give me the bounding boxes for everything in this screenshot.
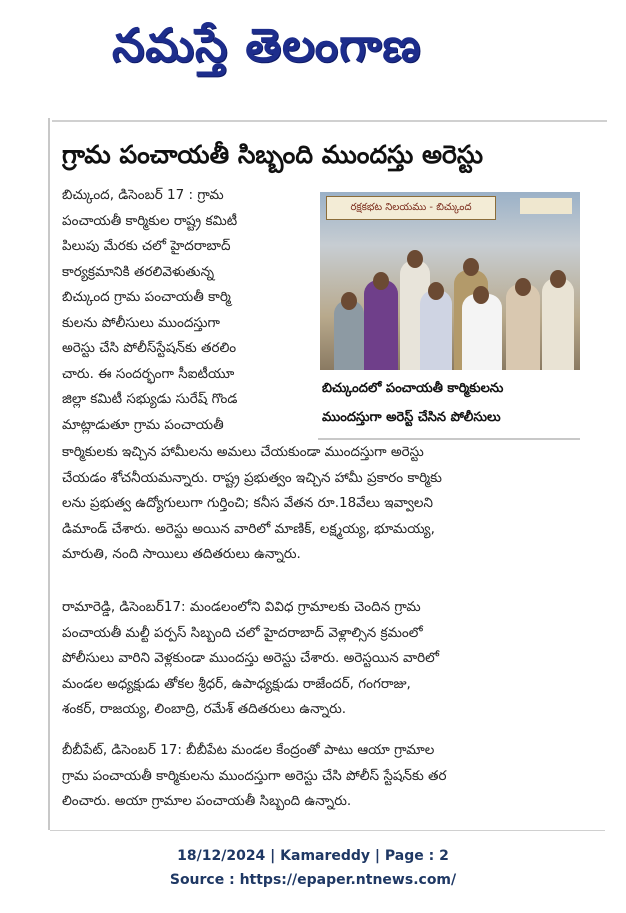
person-head	[341, 292, 357, 310]
person-head	[428, 282, 444, 300]
text-line: కులను పోలీసులు ముందస్తుగా	[62, 314, 220, 331]
footer-source-line: Source : https://epaper.ntnews.com/	[169, 872, 457, 888]
text-line: చేయడం శోచనీయమన్నారు. రాష్ట్ర ప్రభుత్వం ఇచ్చిన హామీ ప్రకారం కార్మికు	[62, 469, 442, 486]
person-figure	[506, 284, 540, 370]
article-paragraph-wide	[62, 440, 602, 570]
text-line: అరెస్టు చేసి పోలీస్‌స్టేషన్‌కు తరలిం	[62, 340, 237, 356]
person-figure	[334, 300, 364, 370]
caption-line: బిచ్కుందలో పంచాయతీ కార్మికులను	[322, 381, 504, 396]
newspaper-logo: నమస్తే తెలంగాణ	[112, 18, 422, 72]
sign-board	[520, 198, 572, 214]
person-head	[473, 286, 489, 304]
text-line: చారు. ఈ సందర్భంగా సీఐటీయూ	[62, 365, 235, 382]
police-station-sign: రక్షకభట నిలయము - బిచ్కుంద	[326, 196, 496, 220]
person-figure	[542, 278, 574, 370]
text-line: బిచ్కుంద, డిసెంబర్ 17 : గ్రామ	[62, 187, 224, 203]
person-figure	[364, 280, 398, 370]
article-paragraph-bibipet	[62, 738, 602, 818]
text-line: మండల అధ్యక్షుడు తోకల శ్రీధర్, ఉపాధ్యక్షుడు రాజేందర్, గంగరాజు,	[62, 675, 411, 692]
text-line: పంచాయతీ కార్మికుల రాష్ట్ర కమిటీ	[62, 212, 238, 229]
text-line: మారుతి, నంది సాయిలు తదితరులు ఉన్నారు.	[62, 546, 301, 562]
news-photo	[320, 192, 580, 370]
text-line: రామారెడ్డి, డిసెంబర్17: మండలంలోని వివిధ గ్రామాలకు చెందిన గ్రామ	[62, 599, 421, 615]
photo-caption	[322, 374, 580, 436]
divider	[50, 830, 605, 831]
text-line: గ్రామ పంచాయతీ కార్మికులను ముందస్తుగా అరెస్టు చేసి పోలీస్ స్టేషన్‌కు తర	[62, 767, 447, 784]
text-line: మాట్లాడుతూ గ్రామ పంచాయతీ	[62, 416, 224, 433]
article-headline: గ్రామ పంచాయతీ సిబ్బంది ముందస్తు అరెస్టు	[62, 140, 484, 169]
person-head	[515, 278, 531, 296]
text-line: లించారు. అయా గ్రామాల పంచాయతీ సిబ్బంది ఉన్నారు.	[62, 793, 352, 809]
text-line: శంకర్, రాజయ్య, లింబాద్రి, రమేశ్ తదితరులు ఉన్నారు.	[62, 701, 347, 717]
text-line: పంచాయతీ మల్టీ పర్పస్ సిబ్బంది చలో హైదరాబాద్ వెళ్లాల్సిన క్రమంలో	[62, 624, 423, 641]
article-paragraph-narrow	[62, 183, 314, 443]
masthead	[0, 0, 626, 100]
footer-date-line: 18/12/2024 | Kamareddy | Page : 2	[177, 848, 449, 864]
text-line: కార్మికులకు ఇచ్చిన హామీలను అమలు చేయకుండా ముందస్తుగా అరెస్టు	[62, 444, 424, 460]
article-paragraph-ramareddy	[62, 595, 602, 725]
text-line: డిమాండ్ చేశారు. అరెస్టు అయిన వారిలో మాణిక్, లక్ష్మయ్య, భూమయ్య,	[62, 520, 435, 537]
text-line: పిలుపు మేరకు చలో హైదరాబాద్	[62, 238, 231, 254]
text-line: లను ప్రభుత్వ ఉద్యోగులుగా గుర్తించి; కనీస వేతన రూ.18వేలు ఇవ్వాలని	[62, 495, 433, 511]
person-head	[373, 272, 389, 290]
person-head	[463, 258, 479, 276]
person-head	[550, 270, 566, 288]
person-figure	[462, 294, 502, 370]
text-line: బిచ్కుంద గ్రామ పంచాయతీ కార్మి	[62, 289, 231, 305]
text-line: పోలీసులు వారిని వెళ్లకుండా ముందస్తు అరెస్టు చేశారు. అరెస్టయిన వారిలో	[62, 650, 440, 666]
caption-line: ముందస్తుగా అరెస్ట్ చేసిన పోలీసులు	[322, 410, 501, 425]
text-line: జిల్లా కమిటీ సభ్యుడు సురేష్ గొండ	[62, 391, 238, 407]
person-figure	[420, 290, 452, 370]
text-line: కార్యక్రమానికి తరలివెళుతున్న	[62, 263, 215, 280]
person-head	[407, 250, 423, 268]
text-line: బీబీపేట్, డిసెంబర్ 17: బీబీపేట మండల కేంద్రంతో పాటు ఆయా గ్రామాల	[62, 742, 435, 758]
